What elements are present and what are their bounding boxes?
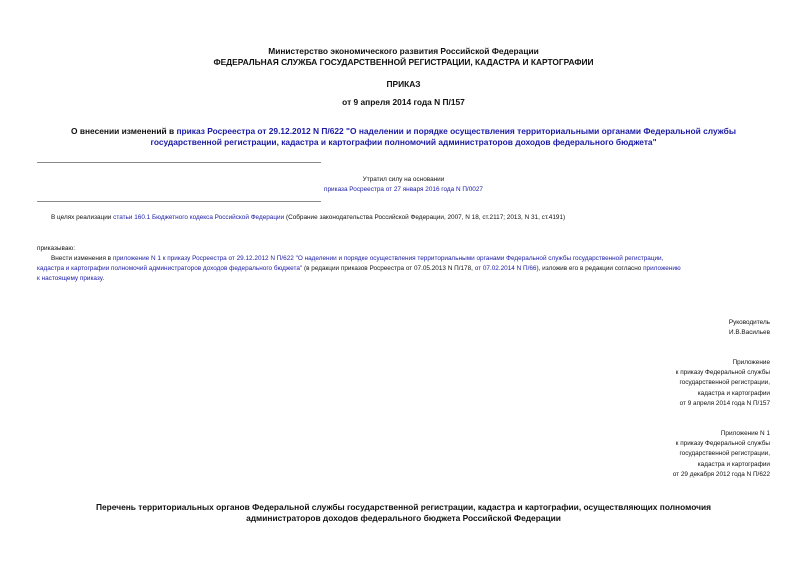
amended-order-link-cont[interactable]: государственной регистрации, кадастра и картографии полномочий администраторов доходов федерального бюджета" (150, 137, 657, 147)
order-paragraph-line1 (51, 254, 771, 264)
document-title-line1 (0, 126, 807, 137)
signature-block (729, 318, 770, 338)
appendix-line: государственной регистрации, (679, 450, 770, 458)
appendix-line: кадастра и картографии (697, 460, 770, 468)
appendix-line: государственной регистрации, (679, 379, 770, 387)
appendix-line: Приложение N 1 (720, 430, 770, 437)
list-title-line1: Перечень территориальных органов Федеральной службы государственной регистрации, кадастра и картографии, осуществляющих полномочия (95, 502, 712, 512)
document-type: ПРИКАЗ (386, 79, 421, 89)
appendix-n1-block (673, 429, 770, 480)
signature-name: И.В.Васильев (729, 329, 770, 337)
list-title-line2: администраторов доходов федерального бюджета Российской Федерации (246, 513, 561, 523)
appendix-block (676, 358, 770, 409)
document-date: от 9 апреля 2014 года N П/157 (342, 97, 465, 107)
annex-link[interactable]: приложению (643, 265, 681, 272)
order-text: Внести изменения в (51, 255, 113, 262)
appendix-link[interactable]: приложение N 1 к приказу Росреестра от 29.12.2012 N П/622 "О наделении и порядке осуществления территориальными органами Федеральной службы государственной регистрации, (112, 255, 664, 262)
appendix-line: Приложение (732, 359, 770, 366)
order-label: приказываю: (37, 245, 75, 252)
repeal-link[interactable]: приказа Росреестра от 27 января 2016 года N П/0027 (324, 186, 483, 193)
appendix-line: от 29 декабря 2012 года N П/622 (672, 470, 770, 478)
preamble-text: В целях реализации (51, 214, 114, 221)
document-title-line2 (0, 137, 807, 148)
amendment-link[interactable]: от 07.02.2014 N П/66 (474, 265, 537, 272)
order-paragraph-line2 (37, 264, 771, 274)
order-paragraph-line3 (37, 274, 104, 284)
preamble-text-end: (Собрание законодательства Российской Федерации, 2007, N 18, ст.2117; 2013, N 31, ст.4191) (284, 214, 566, 221)
divider (37, 162, 321, 163)
annex-link-cont[interactable]: к настоящему приказу (37, 275, 103, 282)
status-line: Утратил силу на основании (362, 176, 445, 183)
order-text-3: ), изложив его в редакции согласно (536, 265, 644, 272)
amended-order-link[interactable]: приказ Росреестра от 29.12.2012 N П/622 "О наделении и порядке осуществления территориальными органами Федеральной службы (176, 126, 736, 136)
budget-code-link[interactable]: статьи 160.1 Бюджетного кодекса Российской Федерации (113, 214, 285, 221)
order-end: . (102, 275, 105, 282)
appendix-line: к приказу Федеральной службы (675, 440, 770, 448)
signature-role: Руководитель (728, 319, 770, 326)
appendix-line: к приказу Федеральной службы (675, 369, 770, 377)
title-prefix: О внесении изменений в (71, 126, 177, 136)
divider (37, 201, 321, 202)
appendix-line: от 9 апреля 2014 года N П/157 (679, 399, 770, 407)
preamble (51, 213, 781, 223)
repeal-order-link (0, 185, 807, 195)
ministry-heading: Министерство экономического развития Российской Федерации (268, 46, 539, 56)
appendix-line: кадастра и картографии (697, 389, 770, 397)
order-text-2: (в редакции приказов Росреестра от 07.05.2013 N П/178, (302, 265, 475, 272)
service-heading: ФЕДЕРАЛЬНАЯ СЛУЖБА ГОСУДАРСТВЕННОЙ РЕГИСТРАЦИИ, КАДАСТРА И КАРТОГРАФИИ (213, 57, 594, 67)
appendix-link-cont[interactable]: кадастра и картографии полномочий администраторов доходов федерального бюджета" (37, 265, 303, 272)
